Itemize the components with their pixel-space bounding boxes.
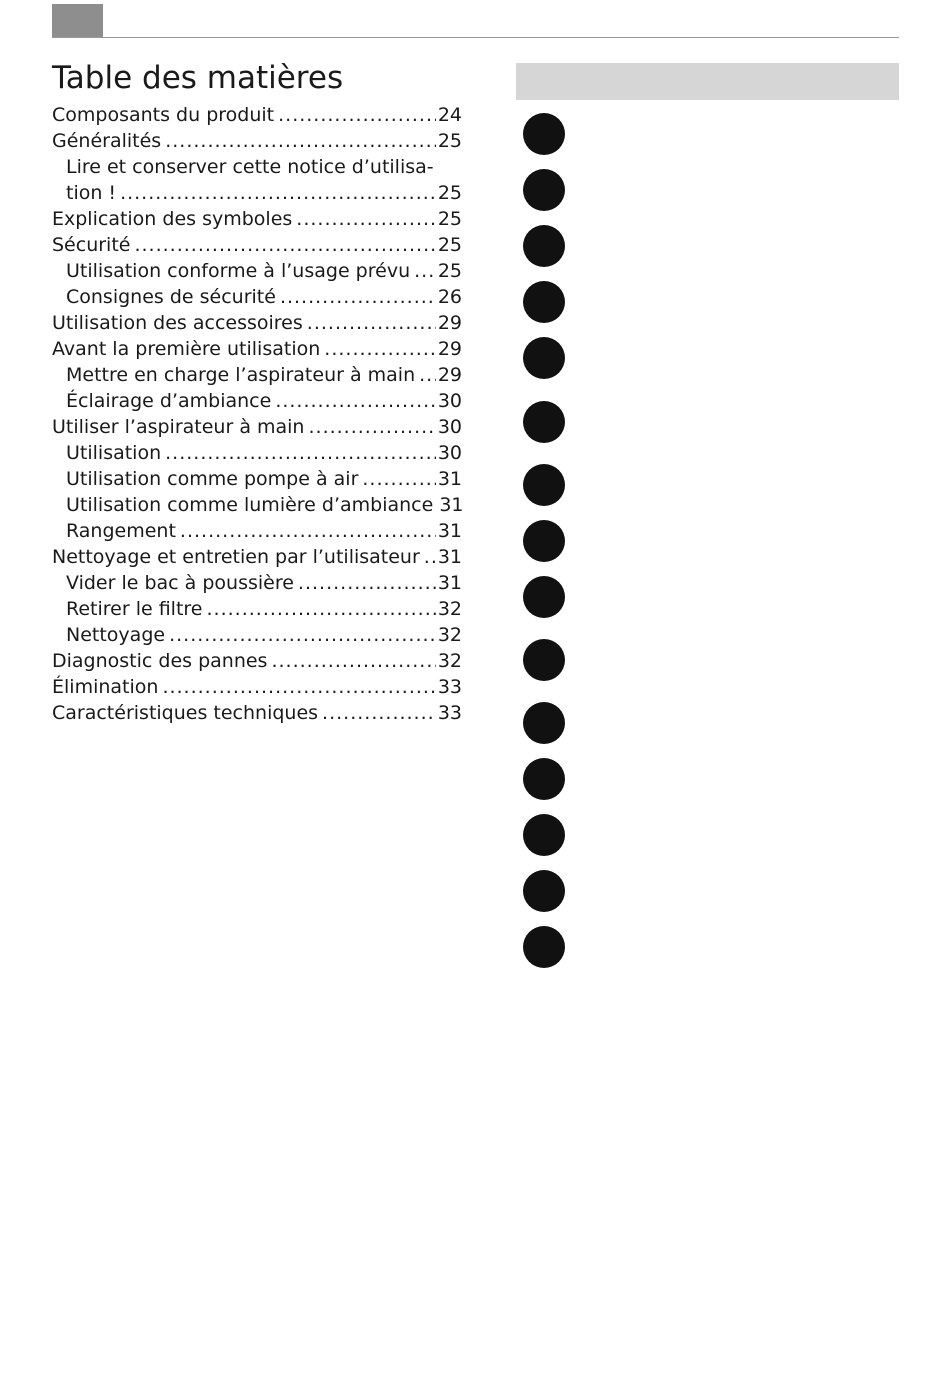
- toc-entry-label: Généralités: [52, 130, 162, 152]
- toc-leader: [419, 362, 436, 388]
- toc-entry-page: 31: [437, 468, 462, 490]
- toc-entry-page: 25: [437, 130, 462, 152]
- toc-entry[interactable]: [52, 596, 462, 622]
- toc-leader: [296, 206, 436, 232]
- toc-entry-label: Composants du produit: [52, 104, 275, 126]
- toc-entry-page: 31: [439, 494, 464, 516]
- bullet-circle-icon: [523, 870, 565, 912]
- table-of-contents: [52, 102, 462, 726]
- toc-entry-label: Vider le bac à poussière: [66, 572, 294, 594]
- toc-entry-label: Diagnostic des pannes: [52, 650, 268, 672]
- toc-entry[interactable]: [52, 206, 462, 232]
- toc-leader: [271, 648, 435, 674]
- toc-entry-page: 30: [437, 416, 462, 438]
- toc-entry-label: Rangement: [66, 520, 176, 542]
- toc-entry[interactable]: [52, 128, 462, 154]
- toc-leader: [207, 596, 436, 622]
- bullet-circle-icon: [523, 576, 565, 618]
- toc-entry-label: Nettoyage et entretien par l’utilisateur: [52, 546, 420, 568]
- toc-leader: [134, 232, 435, 258]
- toc-entry-page: 33: [437, 702, 462, 724]
- side-header-bar: [516, 63, 899, 100]
- bullet-circle-icon: [523, 113, 565, 155]
- toc-entry-page: 31: [437, 546, 462, 568]
- toc-entry-label: Éclairage d’ambiance: [66, 390, 272, 412]
- toc-entry[interactable]: [52, 336, 462, 362]
- toc-leader: [362, 466, 435, 492]
- toc-entry-page: 31: [437, 572, 462, 594]
- toc-entry[interactable]: [52, 258, 462, 284]
- toc-entry[interactable]: [52, 180, 462, 206]
- toc-entry[interactable]: [52, 622, 462, 648]
- toc-entry[interactable]: [52, 466, 462, 492]
- toc-entry-label: Élimination: [52, 676, 159, 698]
- bullet-circle-icon: [523, 281, 565, 323]
- toc-leader: [298, 570, 436, 596]
- corner-tab: [52, 4, 103, 37]
- toc-entry-page: 30: [437, 442, 462, 464]
- toc-entry-label: Retirer le filtre: [66, 598, 203, 620]
- bullet-circle-icon: [523, 520, 565, 562]
- toc-entry-page: 29: [437, 312, 462, 334]
- toc-entry-page: 32: [437, 598, 462, 620]
- toc-entry-page: 24: [437, 104, 462, 126]
- toc-entry-label-line1[interactable]: Lire et conserver cette notice d’utilisa-: [66, 156, 434, 178]
- bullet-circle-icon: [523, 337, 565, 379]
- toc-entry-label: Mettre en charge l’aspirateur à main: [66, 364, 416, 386]
- toc-entry-page: 33: [437, 676, 462, 698]
- toc-entry[interactable]: [52, 674, 462, 700]
- toc-entry[interactable]: [52, 518, 462, 544]
- toc-leader: [322, 700, 436, 726]
- toc-entry-page: 26: [437, 286, 462, 308]
- toc-entry[interactable]: [52, 362, 462, 388]
- toc-leader: [120, 180, 436, 206]
- toc-entry-label: Caractéristiques techniques: [52, 702, 319, 724]
- toc-entry-label: Avant la première utilisation: [52, 338, 321, 360]
- toc-entry[interactable]: [52, 492, 462, 518]
- toc-leader: [414, 258, 436, 284]
- toc-entry-page: 25: [437, 182, 462, 204]
- toc-entry-label: Utilisation conforme à l’usage prévu: [66, 260, 411, 282]
- toc-entry[interactable]: [52, 700, 462, 726]
- toc-entry-page: 25: [437, 260, 462, 282]
- bullet-circle-icon: [523, 926, 565, 968]
- toc-leader: [165, 440, 436, 466]
- toc-entry-page: 29: [437, 364, 462, 386]
- bullet-circle-icon: [523, 758, 565, 800]
- toc-entry-page: 29: [437, 338, 462, 360]
- toc-entry-label: Consignes de sécurité: [66, 286, 276, 308]
- bullet-circle-icon: [523, 225, 565, 267]
- toc-entry-page: 31: [437, 520, 462, 542]
- toc-entry[interactable]: [52, 544, 462, 570]
- toc-entry-label: Utilisation des accessoires: [52, 312, 303, 334]
- toc-entry-page: 30: [437, 390, 462, 412]
- toc-entry[interactable]: [52, 102, 462, 128]
- toc-leader: [424, 544, 436, 570]
- bullet-circle-icon: [523, 639, 565, 681]
- toc-entry[interactable]: [52, 440, 462, 466]
- toc-entry[interactable]: [52, 232, 462, 258]
- toc-leader: [169, 622, 436, 648]
- bullet-circle-icon: [523, 401, 565, 443]
- toc-entry[interactable]: [52, 414, 462, 440]
- page-title: Table des matières: [52, 60, 344, 96]
- toc-entry-label: Utilisation comme lumière d’ambiance: [66, 494, 434, 516]
- toc-leader: [180, 518, 436, 544]
- bullet-circle-icon: [523, 464, 565, 506]
- toc-entry-label: tion !: [66, 182, 117, 204]
- top-rule: [52, 37, 899, 38]
- toc-leader: [280, 284, 436, 310]
- toc-leader: [308, 414, 435, 440]
- toc-entry-page: 25: [437, 208, 462, 230]
- bullet-circle-icon: [523, 169, 565, 211]
- toc-entry[interactable]: [52, 310, 462, 336]
- toc-entry[interactable]: [52, 284, 462, 310]
- toc-entry[interactable]: [52, 648, 462, 674]
- toc-entry-label: Utilisation: [66, 442, 162, 464]
- toc-leader: [165, 128, 436, 154]
- toc-entry-label: Nettoyage: [66, 624, 166, 646]
- toc-entry-label: Utilisation comme pompe à air: [66, 468, 359, 490]
- toc-entry-label: Sécurité: [52, 234, 131, 256]
- bullet-circle-icon: [523, 702, 565, 744]
- toc-entry-page: 32: [437, 650, 462, 672]
- toc-leader: [275, 388, 436, 414]
- toc-entry[interactable]: [52, 570, 462, 596]
- toc-entry-page: 25: [437, 234, 462, 256]
- toc-leader: [162, 674, 435, 700]
- toc-entry-page: 32: [437, 624, 462, 646]
- toc-leader: [307, 310, 436, 336]
- bullet-circle-icon: [523, 814, 565, 856]
- toc-leader: [278, 102, 436, 128]
- toc-entry-label: Explication des symboles: [52, 208, 293, 230]
- toc-entry-label: Utiliser l’aspirateur à main: [52, 416, 305, 438]
- toc-entry[interactable]: [52, 388, 462, 414]
- toc-leader: [324, 336, 436, 362]
